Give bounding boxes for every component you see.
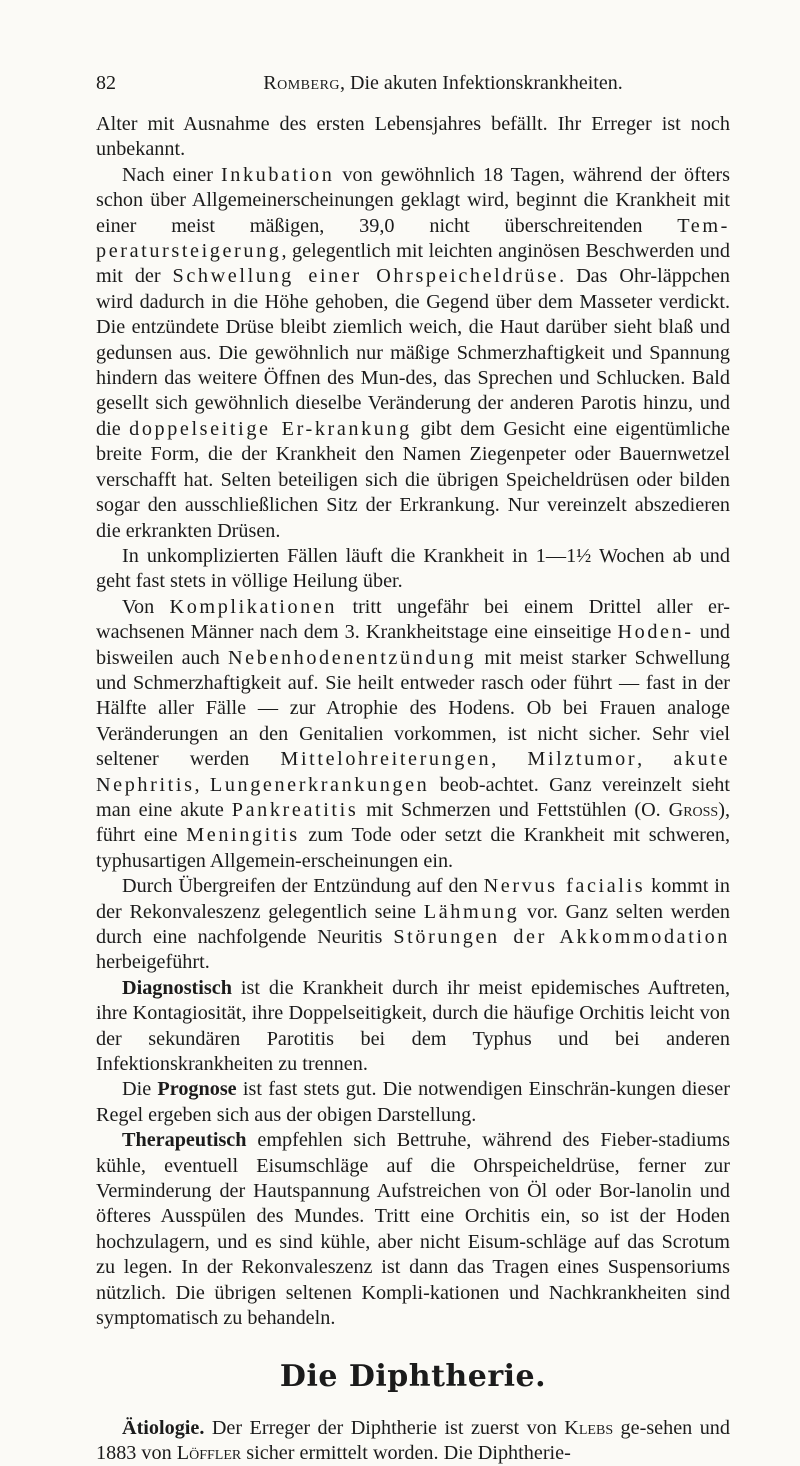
paragraph-duration xyxy=(96,544,730,595)
author-klebs: Klebs xyxy=(564,1417,613,1439)
paragraph-course xyxy=(96,163,730,544)
text-run: ist fast stets gut. Die notwendigen Einschrän-kungen dieser Regel ergeben sich aus der obigen Darstellung. xyxy=(96,1078,730,1125)
running-head xyxy=(96,70,730,96)
text-run: kommt in der Rekonvaleszenz gelegentlich seine xyxy=(96,875,730,922)
author-loeffler: Löffler xyxy=(177,1442,241,1464)
paragraph-diagnosis xyxy=(96,976,730,1078)
text-run: mit Schmerzen und Fettstühlen (O. xyxy=(358,799,668,821)
text-run: sicher ermittelt worden. Die Diphtherie- xyxy=(241,1442,571,1464)
text-run: herbeigeführt. xyxy=(96,951,210,973)
running-title xyxy=(96,70,730,96)
text-run: empfehlen sich Bettruhe, während des Fieber-stadiums kühle, eventuell Eisumschläge auf die Ohrspeicheldrüse, ferner zur Verminderung der Hautspannung Aufstreichen von Öl oder Bor-lanolin und öfteres Ausspülen des Mundes. Tritt eine Orchitis ein, so ist der Hoden hochzulagern, und es sind kühle, aber nicht Eisum-schläge auf das Scrotum zu legen. In der Rekonvaleszenz ist dann das Tragen eines Suspensoriums nützlich. Die übrigen seltenen Kompli-kationen und Nachkrankheiten sind symptomatisch zu behandeln. xyxy=(96,1129,730,1329)
paragraph-therapy xyxy=(96,1128,730,1331)
paragraph-intro xyxy=(96,112,730,163)
paragraph-aetiology xyxy=(96,1416,730,1466)
text-run: zum Tode oder setzt die Krankheit mit schweren, typhusartigen Allgemein-erscheinungen ein. xyxy=(96,824,730,871)
emphasis-schwellung: Schwellung einer Ohrspeicheldrüse xyxy=(173,265,560,287)
emphasis-meningitis: Meningitis xyxy=(186,824,299,846)
body-text xyxy=(96,112,730,1466)
text-run: vor. Ganz selten werden durch eine nachfolgende Neuritis xyxy=(96,901,730,948)
keyword-therapeutisch: Therapeutisch xyxy=(122,1129,247,1151)
running-title-author: Romberg xyxy=(263,72,340,94)
text-run: In unkomplizierten Fällen läuft die Krankheit in 1—1½ Wochen ab und geht fast stets in völlige Heilung über. xyxy=(96,545,730,592)
text-run: ), führt eine xyxy=(96,799,730,846)
running-title-text: , Die akuten Infektionskrankheiten. xyxy=(340,72,623,94)
emphasis-lungenerkrankungen: Lungenerkrankungen xyxy=(210,774,429,796)
text-run: Alter mit Ausnahme des ersten Lebensjahres befällt. Ihr Erreger ist noch unbekannt. xyxy=(96,113,730,160)
emphasis-pankreatitis: Pankreatitis xyxy=(232,799,359,821)
emphasis-komplikationen: Komplikationen xyxy=(170,596,338,618)
text-run: und bisweilen auch xyxy=(96,621,730,668)
text-run: beob-achtet. Ganz vereinzelt sieht man eine akute xyxy=(96,774,730,821)
keyword-prognose: Prognose xyxy=(157,1078,236,1100)
text-run: Die xyxy=(122,1078,157,1100)
text-run: , xyxy=(637,748,673,770)
text-run: , xyxy=(195,774,210,796)
author-gross: Gross xyxy=(669,799,719,821)
text-run: Der Erreger der Diphtherie ist zuerst von xyxy=(204,1417,564,1439)
page-number: 82 xyxy=(96,70,116,96)
emphasis-mittelohreiterungen: Mittelohreiterungen xyxy=(280,748,491,770)
text-run: Durch Übergreifen der Entzündung auf den xyxy=(122,875,484,897)
text-run: ist die Krankheit durch ihr meist epidemisches Auftreten, ihre Kontagiosität, ihre Doppelseitigkeit, durch die häufige Orchitis leicht von der sekundären Parotitis bei dem Typhus und bei anderen Infektionskrankheiten zu trennen. xyxy=(96,977,730,1075)
text-run: , xyxy=(491,748,527,770)
section-heading-diphtherie: Die Diphtherie. xyxy=(96,1360,730,1394)
emphasis-laehmung: Lähmung xyxy=(424,901,520,923)
emphasis-temperatursteigerung: Tem-peratursteigerung xyxy=(96,215,730,262)
text-run: tritt ungefähr bei einem Drittel aller er-wachsenen Männer nach dem 3. Krankheitstage eine einseitige xyxy=(96,596,730,643)
paragraph-prognosis xyxy=(96,1077,730,1128)
text-run: gibt dem Gesicht eine eigentümliche breite Form, die der Krankheit den Namen Ziegenpeter oder Bauernwetzel verschafft hat. Selten beteiligen sich die übrigen Speicheldrüsen oder bilden sogar den ausschließlichen Sitz der Erkrankung. Nur vereinzelt abszedieren die erkrankten Drüsen. xyxy=(96,418,730,542)
emphasis-nebenhodenentzuendung: Nebenhodenentzündung xyxy=(228,647,476,669)
text-run: ge-sehen und 1883 von xyxy=(96,1417,730,1464)
text-run: Nach einer xyxy=(122,164,221,186)
emphasis-milztumor: Milztumor xyxy=(527,748,637,770)
text-run: . Das Ohr-läppchen wird dadurch in die Höhe gehoben, die Gegend über dem Masseter verdickt. Die entzündete Drüse bleibt ziemlich weich, die Haut darüber sieht blaß und gedunsen aus. Die gewöhnlich nur mäßige Schmerzhaftigkeit und Spannung hindern das weitere Öffnen des Mun-des, das Sprechen und Schlucken. Bald gesellt sich gewöhnlich dieselbe Veränderung der anderen Parotis hinzu, und die xyxy=(96,265,730,439)
emphasis-nervus-facialis: Nervus facialis xyxy=(484,875,646,897)
paragraph-facialis xyxy=(96,874,730,976)
keyword-diagnostisch: Diagnostisch xyxy=(122,977,232,999)
text-run: Von xyxy=(122,596,170,618)
text-run: , gelegentlich mit leichten anginösen Beschwerden und mit der xyxy=(96,240,730,287)
emphasis-inkubation: Inkubation xyxy=(221,164,334,186)
emphasis-stoerungen-akkommodation: Störungen der Akkommodation xyxy=(393,926,730,948)
emphasis-akute-nephritis: akute Nephritis xyxy=(96,748,730,795)
text-run: von gewöhnlich 18 Tagen, während der öfters schon über Allgemeinerscheinungen geklagt wird, beginnt die Krankheit mit einer meist mäßigen, 39,0 nicht überschreitenden xyxy=(96,164,730,237)
paragraph-complications xyxy=(96,595,730,874)
emphasis-hoden: Hoden- xyxy=(617,621,693,643)
text-run: mit meist starker Schwellung und Schmerzhaftigkeit auf. Sie heilt entweder rasch oder führt — fast in der Hälfte aller Fälle — zur Atrophie des Hodens. Ob bei Frauen analoge Veränderungen an den Genitalien vorkommen, ist nicht sicher. Sehr viel seltener werden xyxy=(96,647,730,771)
emphasis-doppelseitige-erkrankung: doppelseitige Er-krankung xyxy=(129,418,412,440)
keyword-aetiologie: Ätiologie. xyxy=(122,1417,204,1439)
